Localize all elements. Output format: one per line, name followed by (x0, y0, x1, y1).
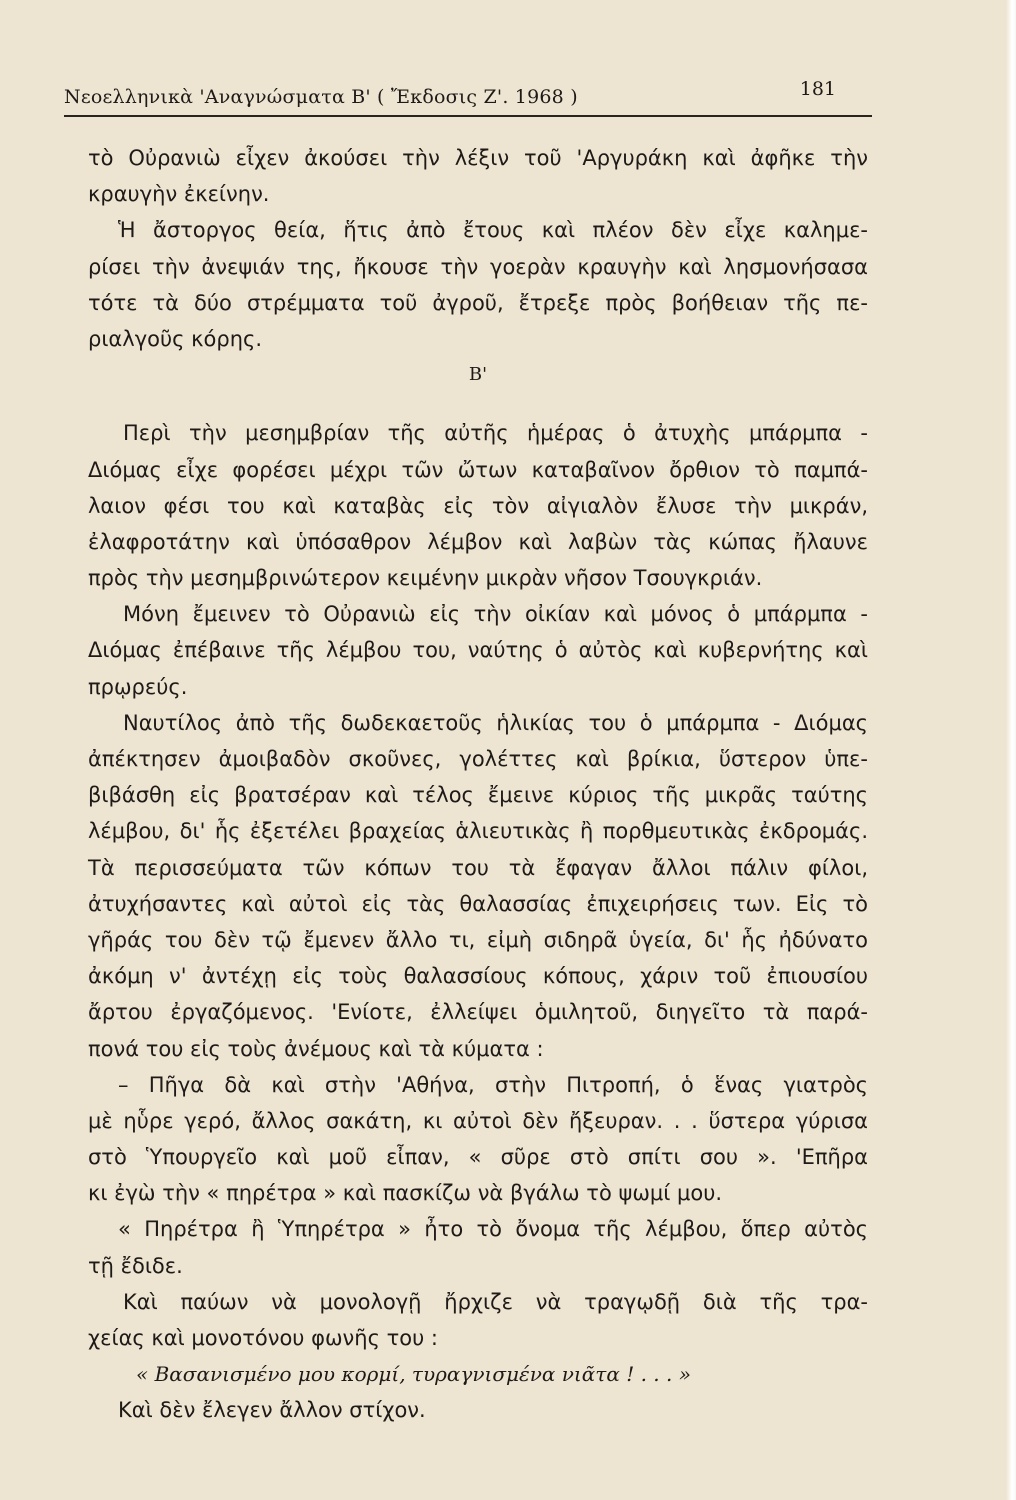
verse-line: « Βασανισμένο μου κορμί, τυραγνισμένα νιᾶτα ! . . . » (136, 1362, 691, 1387)
text-line: ἀτυχήσαντες καὶ αὐτοὶ εἰς τὰς θαλασσίας ἐπιχειρήσεις των. Εἰς τὸ (88, 891, 868, 916)
text-line: ἄρτου ἐργαζόμενος. 'Ενίοτε, ἐλλείψει ὁμιλητοῦ, διηγεῖτο τὰ παρά- (88, 1000, 868, 1025)
text-line: τὸ Οὐρανιὼ εἶχεν ἀκούσει τὴν λέξιν τοῦ 'Αργυράκη καὶ ἀφῆκε τὴν (88, 146, 868, 170)
text-line: Καὶ δὲν ἔλεγεν ἄλλον στίχον. (118, 1398, 426, 1423)
text-line: « Πηρέτρα ἢ Ὑπηρέτρα » ἦτο τὸ ὄνομα τῆς λέμβου, ὅπερ αὐτὸς (118, 1217, 868, 1242)
text-line: ἀκόμη ν' ἀντέχῃ εἰς τοὺς θαλασσίους κόπους, χάριν τοῦ ἐπιουσίου (88, 964, 868, 989)
text-line: Ἡ ἄστοργος θεία, ἥτις ἀπὸ ἔτους καὶ πλέον δὲν εἶχε καλημε- (118, 218, 868, 243)
text-line: ριαλγοῦς κόρης. (88, 326, 262, 351)
text-line: λαιον φέσι του καὶ καταβὰς εἰς τὸν αἰγιαλὸν ἔλυσε τὴν μικράν, (88, 493, 868, 518)
paragraph (88, 1211, 868, 1283)
paragraph (88, 596, 868, 705)
text-line: ἐλαφροτάτην καὶ ὑπόσαθρον λέμβον καὶ λαβὼν τὰς κώπας ἤλαυνε (88, 529, 868, 554)
text-line: χείας καὶ μονοτόνου φωνῆς του : (88, 1326, 438, 1350)
text-line: Διόμας εἶχε φορέσει μέχρι τῶν ὤτων καταβαῖνον ὄρθιον τὸ παμπά- (88, 457, 868, 482)
text-line: στὸ Ὑπουργεῖο καὶ μοῦ εἶπαν, « σῦρε στὸ σπίτι σου ». 'Επῆρα (88, 1145, 868, 1170)
text-line: λέμβου, δι' ἧς ἐξετέλει βραχείας ἁλιευτικὰς ἢ πορθμευτικὰς ἐκδρομάς. (88, 819, 868, 844)
page-edge (1006, 0, 1016, 1500)
text-line: βιβάσθη εἰς βρατσέραν καὶ τέλος ἔμεινε κύριος τῆς μικρᾶς ταύτης (88, 783, 868, 808)
spacer (88, 393, 868, 415)
text-line: κι ἐγὼ τὴν « πηρέτρα » καὶ πασκίζω νὰ βγάλω τὸ ψωμί μου. (88, 1181, 723, 1206)
page-number: 181 (799, 78, 836, 100)
paragraph (88, 212, 868, 357)
text-line: πρὸς τὴν μεσημβρινώτερον κειμένην μικρὰν νῆσον Τσουγκριάν. (88, 566, 763, 591)
running-title: Νεοελληνικὰ 'Αναγνώσματα Β' ( Ἔκδοσις Ζ'. 1968 ) (64, 86, 578, 108)
section-heading: Β' (468, 364, 488, 386)
text-line: ρίσει τὴν ἀνεψιάν της, ἤκουσε τὴν γοερὰν κραυγὴν καὶ λησμονήσασα (88, 254, 868, 279)
text-line: ἀπέκτησεν ἀμοιβαδὸν σκοῦνες, γολέττες καὶ βρίκια, ὕστερον ὑπε- (88, 747, 868, 771)
text-line: Καὶ παύων νὰ μονολογῇ ἤρχιζε νὰ τραγῳδῇ διὰ τῆς τρα- (123, 1289, 868, 1314)
paragraph (88, 415, 868, 596)
text-line: μὲ ηὗρε γερό, ἄλλος σακάτη, κι αὐτοὶ δὲν ἤξευραν. . . ὕστερα γύρισα (88, 1108, 868, 1133)
text-line: κραυγὴν ἐκείνην. (88, 182, 270, 207)
header-rule (64, 115, 872, 117)
text-line: Μόνη ἔμεινεν τὸ Οὐρανιὼ εἰς τὴν οἰκίαν καὶ μόνος ὁ μπάρμπα - (123, 602, 868, 627)
running-header (64, 78, 874, 108)
text-line: – Πῆγα δὰ καὶ στὴν 'Αθήνα, στὴν Πιτροπή, ὁ ἕνας γιατρὸς (118, 1072, 868, 1097)
text-line: πονά του εἰς τοὺς ἀνέμους καὶ τὰ κύματα : (88, 1036, 544, 1061)
paragraph (88, 1392, 868, 1428)
text-line: Διόμας ἐπέβαινε τῆς λέμβου του, ναύτης ὁ αὐτὸς καὶ κυβερνήτης καὶ (88, 638, 868, 663)
paragraph (88, 140, 868, 212)
dialogue-paragraph (88, 1067, 868, 1212)
text-line: γῆράς του δὲν τῷ ἔμενεν ἄλλο τι, εἰμὴ σιδηρᾶ ὑγεία, δι' ἧς ἠδύνατο (88, 927, 868, 952)
body-text (88, 140, 868, 1429)
text-line: τότε τὰ δύο στρέμματα τοῦ ἀγροῦ, ἔτρεξε πρὸς βοήθειαν τῆς πε- (88, 290, 868, 315)
text-line: τῇ ἔδιδε. (88, 1253, 183, 1278)
paragraph (88, 705, 868, 1067)
text-line: Ναυτίλος ἀπὸ τῆς δωδεκαετοῦς ἡλικίας του ὁ μπάρμπα - Διόμας (123, 710, 868, 735)
paragraph (88, 1284, 868, 1356)
text-line: Περὶ τὴν μεσημβρίαν τῆς αὐτῆς ἡμέρας ὁ ἀτυχὴς μπάρμπα - (123, 421, 868, 446)
text-line: πρῳρεύς. (88, 674, 188, 699)
text-line: Τὰ περισσεύματα τῶν κόπων του τὰ ἔφαγαν ἄλλοι πάλιν φίλοι, (88, 855, 868, 880)
